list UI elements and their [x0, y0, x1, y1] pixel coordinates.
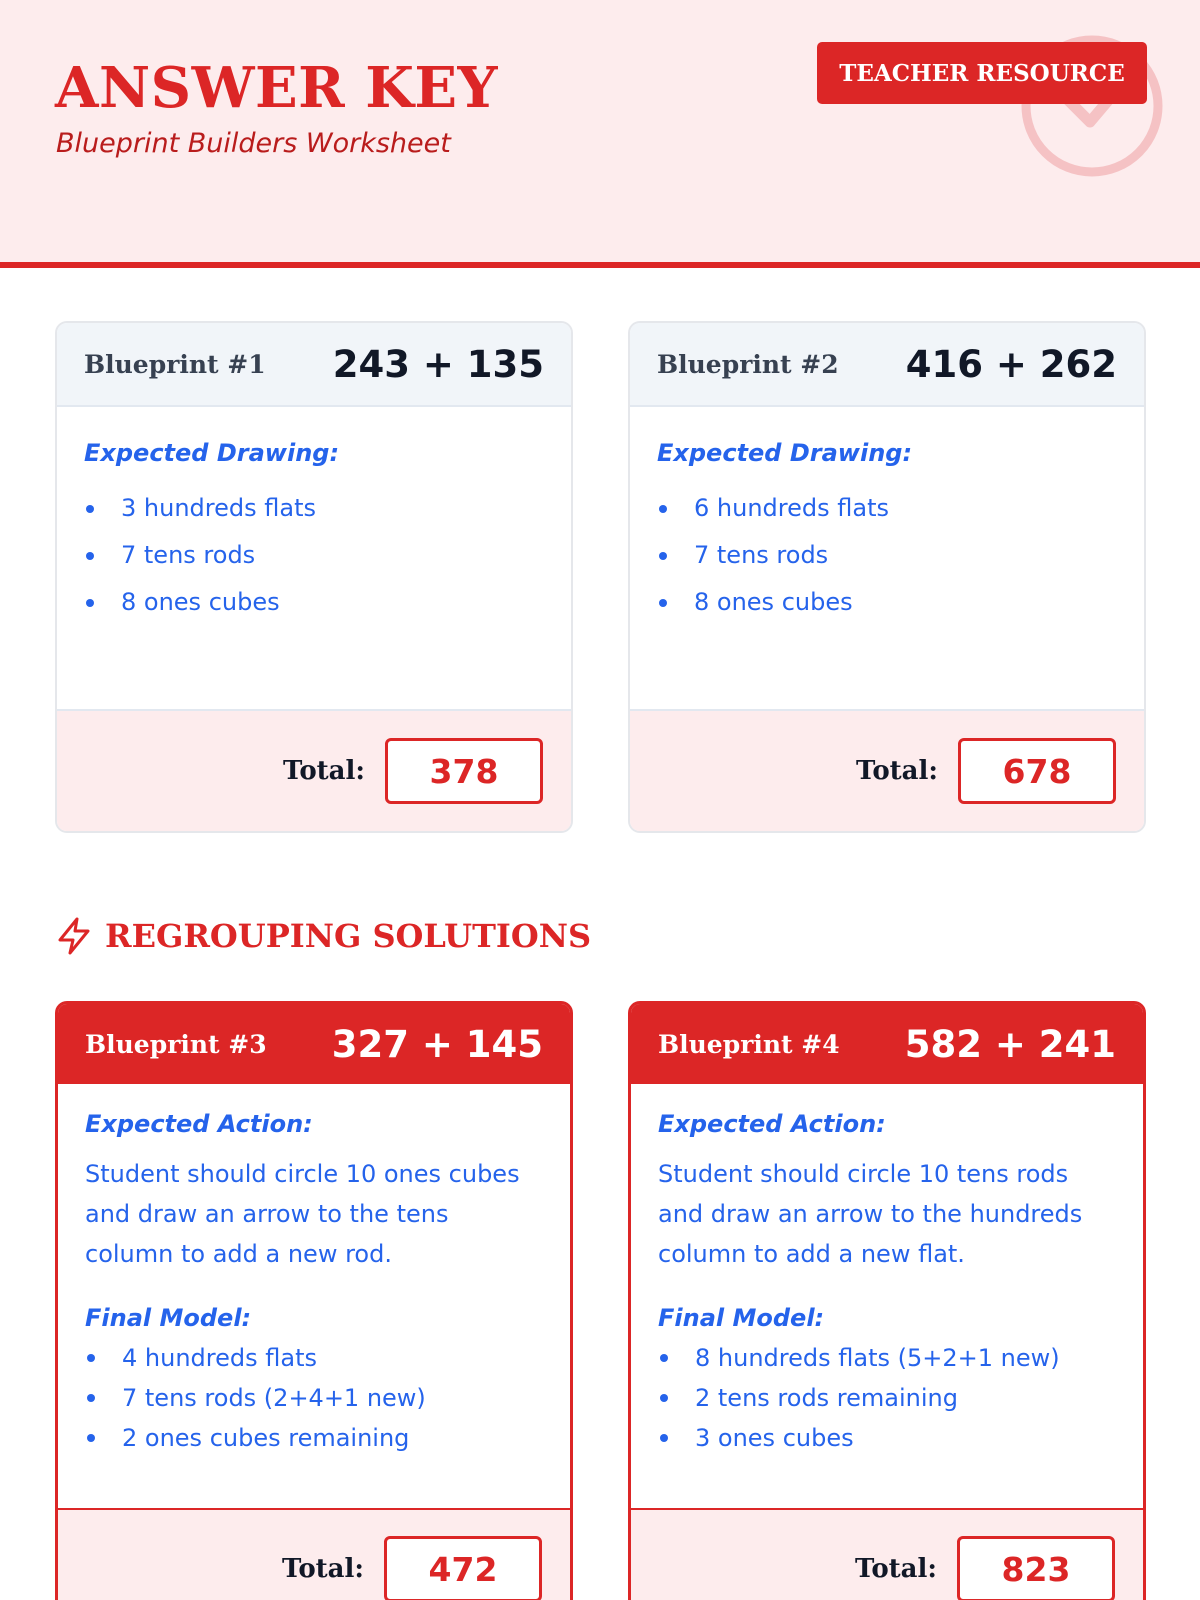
card-header: [631, 1004, 1143, 1084]
card-body: [58, 1084, 570, 1458]
teacher-resource-badge: TEACHER RESOURCE: [817, 42, 1147, 104]
card-header: [630, 323, 1144, 407]
header: [0, 0, 1200, 268]
card-header: [57, 323, 571, 407]
expected-drawing-label: Expected Drawing:: [84, 439, 340, 467]
card-body: [630, 407, 1144, 626]
list-item: 7 tens rods: [84, 532, 544, 579]
list-item: 3 hundreds flats: [84, 485, 544, 532]
problem-equation: 243 + 135: [332, 342, 544, 386]
blueprint-label: Blueprint #1: [84, 349, 266, 379]
final-model-label: Final Model:: [658, 1304, 825, 1332]
total-label: Total:: [855, 756, 938, 786]
problem-equation: 416 + 262: [905, 342, 1117, 386]
total-value: 378: [385, 738, 543, 804]
list-item: 6 hundreds flats: [657, 485, 1117, 532]
blueprint-label: Blueprint #4: [658, 1029, 840, 1059]
final-model-list: [658, 1338, 1116, 1458]
list-item: 2 tens rods remaining: [658, 1378, 1116, 1418]
list-item: 8 ones cubes: [657, 579, 1117, 626]
blueprint-card-1: [55, 321, 573, 833]
total-value: 472: [384, 1536, 542, 1600]
card-footer: [57, 709, 571, 831]
drawing-list: [657, 485, 1117, 626]
final-model-list: [85, 1338, 543, 1458]
section-heading-text: REGROUPING SOLUTIONS: [105, 917, 592, 955]
expected-action-text: Student should circle 10 ones cubes and draw an arrow to the tens column to add a new rod.: [85, 1160, 520, 1268]
card-footer: [58, 1508, 570, 1600]
list-item: 2 ones cubes remaining: [85, 1418, 543, 1458]
blueprint-card-2: [628, 321, 1146, 833]
expected-action-text: Student should circle 10 tens rods and draw an arrow to the hundreds column to add a new flat.: [658, 1160, 1083, 1268]
page-title: ANSWER KEY: [55, 55, 499, 121]
lightning-bolt-icon: [55, 916, 93, 956]
list-item: 7 tens rods (2+4+1 new): [85, 1378, 543, 1418]
list-item: 8 ones cubes: [84, 579, 544, 626]
blueprint-card-3: [55, 1001, 573, 1600]
drawing-list: [84, 485, 544, 626]
card-header: [58, 1004, 570, 1084]
total-value: 823: [957, 1536, 1115, 1600]
total-label: Total:: [281, 1554, 364, 1584]
blueprint-label: Blueprint #3: [85, 1029, 267, 1059]
expected-action-label: Expected Action:: [85, 1110, 313, 1138]
regrouping-section-heading: [55, 916, 591, 956]
final-model-label: Final Model:: [85, 1304, 252, 1332]
card-body: [631, 1084, 1143, 1458]
total-value: 678: [958, 738, 1116, 804]
list-item: 8 hundreds flats (5+2+1 new): [658, 1338, 1116, 1378]
page-subtitle: Blueprint Builders Worksheet: [56, 128, 451, 159]
list-item: 3 ones cubes: [658, 1418, 1116, 1458]
problem-equation: 582 + 241: [904, 1022, 1116, 1066]
problem-equation: 327 + 145: [331, 1022, 543, 1066]
expected-drawing-label: Expected Drawing:: [657, 439, 913, 467]
blueprint-label: Blueprint #2: [657, 349, 839, 379]
total-label: Total:: [854, 1554, 937, 1584]
list-item: 4 hundreds flats: [85, 1338, 543, 1378]
blueprint-card-4: [628, 1001, 1146, 1600]
card-footer: [631, 1508, 1143, 1600]
total-label: Total:: [282, 756, 365, 786]
card-body: [57, 407, 571, 626]
list-item: 7 tens rods: [657, 532, 1117, 579]
expected-action-label: Expected Action:: [658, 1110, 886, 1138]
card-footer: [630, 709, 1144, 831]
